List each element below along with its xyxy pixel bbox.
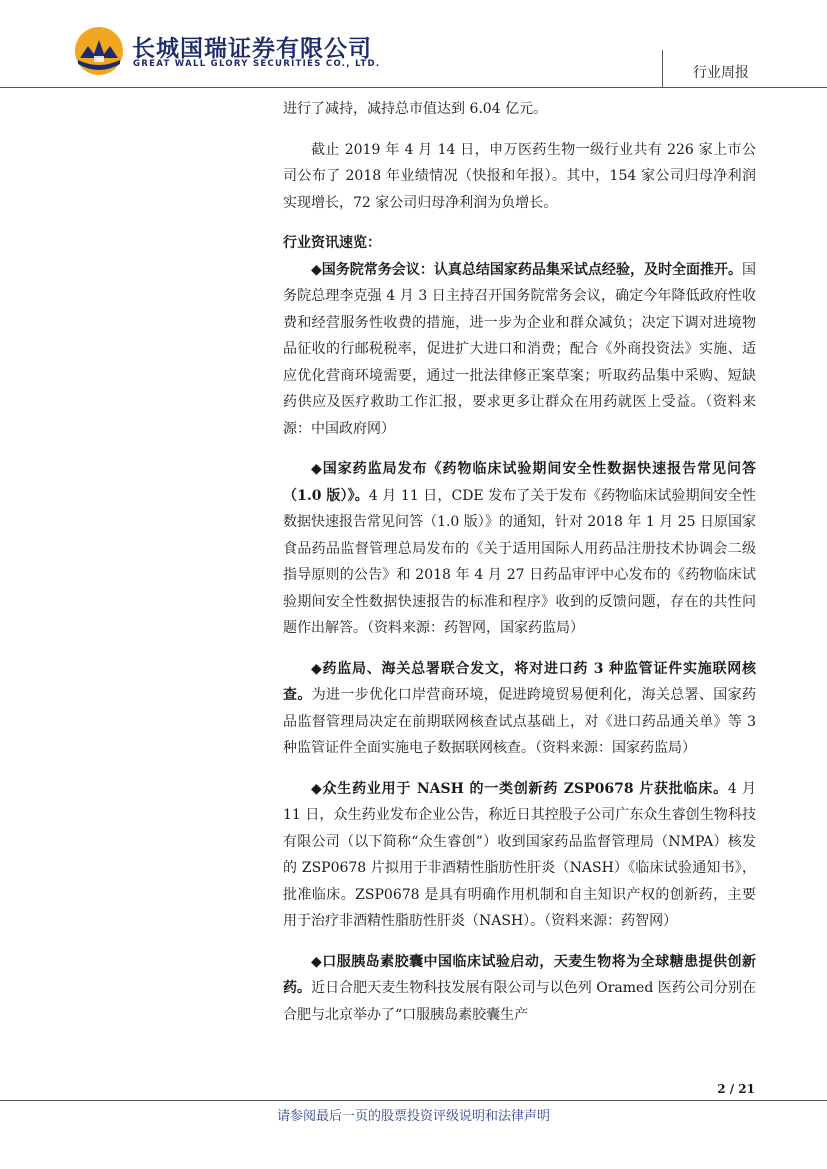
section-heading: 行业资讯速览： bbox=[283, 235, 381, 251]
news-item bbox=[283, 257, 756, 443]
header-divider bbox=[0, 87, 827, 88]
report-body bbox=[283, 96, 756, 1028]
news-item-title: ◆众生药业用于 NASH 的一类创新药 ZSP0678 片获批临床。 bbox=[311, 780, 728, 797]
news-item-body: 4 月 11 日，CDE 发布了关于发布《药物临床试验期间安全性数据快速报告常见问答（1.0 版）》的通知，针对 2018 年 1 月 25 日原国家食品药品监督管理总局发布的《关于适用国际人用药品注册技术协调会二级指导原则的公告》和 2018 年 4 月 27 日药品审评中心发布的《药物临床试验期间安全性数据快速报告的标准和程序》收到的反馈问题，存在的共性问题作出解答。（资料来源：药智网，国家药监局） bbox=[283, 487, 756, 636]
header-divider-vertical bbox=[662, 50, 663, 88]
legal-disclaimer-notice: 请参阅最后一页的股票投资评级说明和法律声明 bbox=[276, 1109, 550, 1124]
brand-name-en: GREAT WALL GLORY SECURITIES CO., LTD. bbox=[133, 59, 381, 69]
news-item-title: ◆口服胰岛素胶囊中国临床试验启动，天麦生物将为全球糖患提供创新药。 bbox=[283, 953, 756, 996]
news-item-title: ◆药监局、海关总署联合发文，将对进口药 3 种监管证件实施联网核查。 bbox=[283, 660, 756, 703]
news-item-body: 为进一步优化口岸营商环境，促进跨境贸易便利化，海关总署、国家药品监督管理局决定在前期联网核查试点基础上，对《进口药品通关单》等 3 种监管证件全面实施电子数据联网核查。（资料来源：国家药监局） bbox=[283, 687, 756, 756]
earnings-summary-paragraph: 截止 2019 年 4 月 14 日，申万医药生物一级行业共有 226 家上市公司公布了 2018 年业绩情况（快报和年报）。其中，154 家公司归母净利润实现增长，72 家公司归母净利润为负增长。 bbox=[283, 141, 756, 211]
news-item bbox=[283, 776, 756, 935]
brand-name-cn: 长城国瑞证券有限公司 bbox=[132, 36, 372, 62]
news-item-body: 4 月 11 日，众生药业发布企业公告，称近日其控股子公司广东众生睿创生物科技有限公司（以下简称“众生睿创”）收到国家药品监督管理局（NMPA）核发的 ZSP0678 片拟用于非酒精性脂肪性肝炎（NASH）《临床试验通知书》，批准临床。ZSP0678 是具有明确作用机制和自主知识产权的创新药，主要用于治疗非酒精性脂肪性肝炎（NASH）。（资料来源：药智网） bbox=[283, 780, 756, 929]
continuation-paragraph: 进行了减持，减持总市值达到 6.04 亿元。 bbox=[283, 101, 548, 117]
footer-divider bbox=[0, 1100, 827, 1101]
news-item-body: 国务院总理李克强 4 月 3 日主持召开国务院常务会议，确定今年降低政府性收费和经营服务性收费的措施，进一步为企业和群众减负；决定下调对进境物品征收的行邮税税率，促进扩大进口和消费；配合《外商投资法》实施、适应优化营商环境需要，通过一批法律修正案草案；听取药品集中采购、短缺药供应及医疗救助工作汇报，要求更多让群众在用药就医上受益。（资料来源：中国政府网） bbox=[283, 261, 756, 437]
news-item bbox=[283, 456, 756, 642]
page-header bbox=[0, 0, 827, 90]
news-item-title: ◆国家药监局发布《药物临床试验期间安全性数据快速报告常见问答（1.0 版）》。 bbox=[283, 461, 756, 504]
news-item bbox=[283, 949, 756, 1029]
page-number: 2 / 21 bbox=[717, 1082, 755, 1096]
company-logo-icon bbox=[74, 26, 124, 76]
news-item-title: ◆国务院常务会议：认真总结国家药品集采试点经验，及时全面推开。 bbox=[311, 261, 742, 278]
document-type-label: 行业周报 bbox=[693, 65, 749, 81]
news-item-body: 近日合肥天麦生物科技发展有限公司与以色列 Oramed 医药公司分别在合肥与北京举办了“口服胰岛素胶囊生产 bbox=[283, 980, 756, 1023]
news-item bbox=[283, 656, 756, 762]
